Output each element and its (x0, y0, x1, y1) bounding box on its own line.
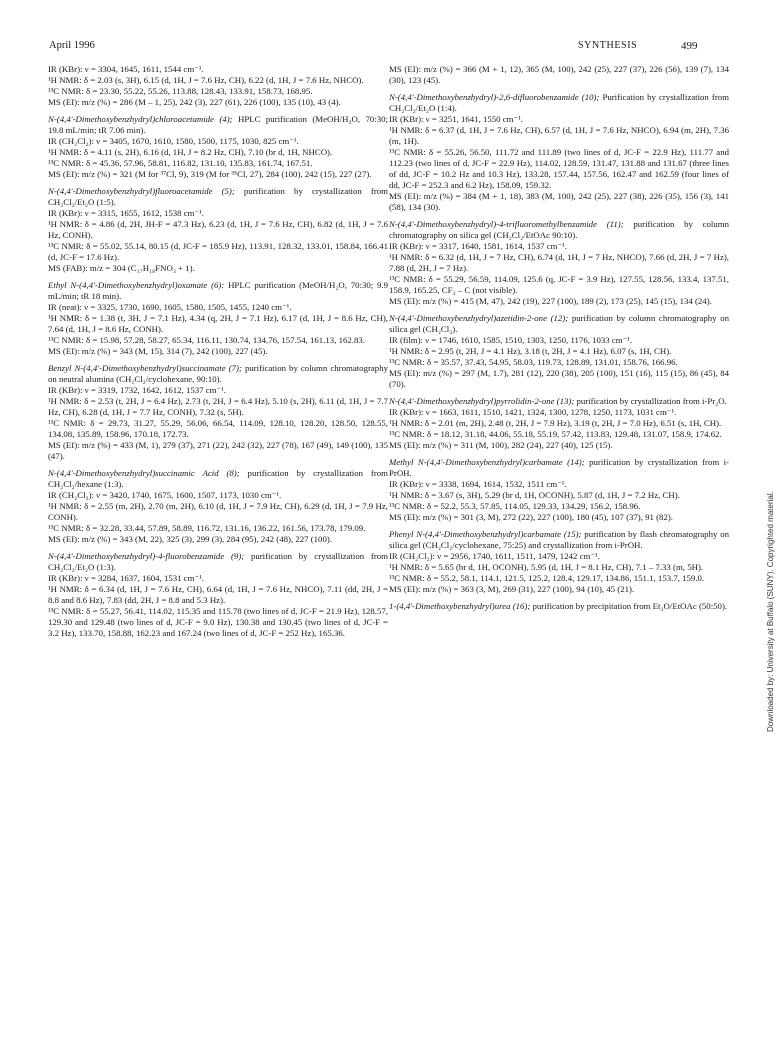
data-line: ¹³C NMR: δ = 23.30, 55.22, 55.26, 113.88, 128.43, 133.91, 158.73, 168.95. (48, 86, 313, 96)
compound-title: N-(4,4'-Dimethoxybenzhydryl)chloroacetamide (4); (48, 114, 233, 124)
compound-heading (48, 280, 388, 302)
journal-name: SYNTHESIS (578, 40, 638, 51)
data-line: ¹H NMR: δ = 2.55 (m, 2H), 2.70 (m, 2H), 6.10 (d, 1H, J = 7.9 Hz, CH), 6.29 (d, 1H, J = 7.9 Hz, CONH). (48, 501, 388, 522)
data-line: ¹³C NMR: δ = 18.12, 31.18, 44.06, 55.18, 55.19, 57.42, 113.83, 129.48, 131.07, 158.9, 174.62. (389, 429, 722, 439)
data-line: IR (CH₂Cl₂): ν = 3405, 1670, 1610, 1580, 1500, 1175, 1030, 825 cm⁻¹. (48, 136, 299, 146)
data-line: ¹H NMR: δ = 1.38 (t, 3H, J = 7.1 Hz), 4.34 (q, 2H, J = 7.1 Hz), 6.17 (d, 1H, J = 8.6 Hz, CH), 7.64 (d, 1H, J = 8.6 Hz, CONH). (48, 313, 388, 334)
page-number: 499 (681, 40, 698, 52)
data-line: ¹³C NMR: δ = 32.28, 33.44, 57.89, 58.89, 116.72, 131.16, 136.22, 161.56, 173.78, 179.09. (48, 523, 366, 533)
data-line: IR (CH₂Cl₂): ν = 2956, 1740, 1611, 1511, 1479, 1242 cm⁻¹. (389, 551, 600, 561)
data-line: ¹H NMR: δ = 2.95 (t, 2H, J = 4.1 Hz), 3.18 (t, 2H, J = 4.1 Hz), 6.07 (s, 1H, CH). (389, 346, 672, 356)
data-line: IR (CH₂Cl₂): ν = 3420, 1740, 1675, 1600, 1507, 1173, 1030 cm⁻¹. (48, 490, 282, 500)
compound-title: N-(4,4'-Dimethoxybenzhydryl)fluoroacetamide (5); (48, 186, 235, 196)
data-line: MS (EI): m/z (%) = 384 (M + 1, 18), 383 (M, 100), 242 (25), 227 (38), 226 (35), 156 (3), 141 (58), 134 (30). (389, 191, 729, 212)
data-line: IR (neat): ν = 3325, 1730, 1690, 1605, 1580, 1505, 1455, 1240 cm⁻¹. (48, 302, 292, 312)
data-line: IR (KBr): ν = 3315, 1655, 1612, 1538 cm⁻¹. (48, 208, 204, 218)
data-line: IR (KBr): ν = 3338, 1694, 1614, 1532, 1511 cm⁻¹. (389, 479, 567, 489)
compound-intro: purification by crystallization from CH₂Cl₂/Et₂O (1:3). (48, 551, 388, 572)
compound-intro: HPLC purification (MeOH/H₂O, 70:30; 19.8 mL/min; tR 7.06 min). (48, 114, 388, 135)
compound-title: 1-(4,4'-Dimethoxybenzhydryl)urea (16); (389, 601, 531, 611)
data-line: IR (KBr): ν = 3251, 1641, 1550 cm⁻¹. (389, 114, 523, 124)
compound-title: Phenyl N-(4,4'-Dimethoxybenzhydryl)carbamate (15); (389, 529, 582, 539)
data-line: ¹H NMR: δ = 2.03 (s, 3H), 6.15 (d, 1H, J = 7.6 Hz, CH), 6.22 (d, 1H, J = 7.6 Hz, NHCO). (48, 75, 364, 85)
compound-intro: Purification by crystallization from CH₂Cl₂/Et₂O (1:4). (389, 92, 729, 113)
data-line: MS (EI): m/z (%) = 343 (M, 22), 325 (3), 299 (3), 284 (95), 242 (48), 227 (100). (48, 534, 332, 544)
compound-entry (389, 601, 729, 612)
compound-entry (389, 92, 729, 213)
data-line: MS (EI): m/z (%) = 311 (M, 100), 282 (24), 227 (40), 125 (15). (389, 440, 613, 450)
compound-heading (48, 114, 388, 136)
right-column (389, 64, 729, 1039)
compound-entry (389, 219, 729, 307)
data-line: MS (EI): m/z (%) = 363 (3, M), 269 (31), 227 (100), 94 (10), 45 (21). (389, 584, 635, 594)
data-line: ¹H NMR: δ = 4.86 (d, 2H, JH-F = 47.3 Hz), 6.23 (d, 1H, J = 7.6 Hz, CH), 6.82 (d, 1H, J = 7.6 Hz, CONH). (48, 219, 388, 240)
compound-entry (389, 529, 729, 595)
compound-heading (48, 186, 388, 208)
issue-date: April 1996 (49, 40, 95, 51)
data-line: ¹H NMR: δ = 6.32 (d, 1H, J = 7 Hz, CH), 6.74 (d, 1H, J = 7 Hz, NHCO), 7.66 (d, 2H, J = 7 Hz), 7.88 (d, 2H, J = 7 Hz). (389, 252, 729, 273)
compound-heading (389, 92, 729, 114)
compound-intro: purification by column chromatography on silica gel (CH₂Cl₂/EtOAc 90:10). (389, 219, 729, 240)
compound-title: N-(4,4'-Dimethoxybenzhydryl)-2,6-difluorobenzamide (10); (389, 92, 600, 102)
data-line: ¹³C NMR: δ = 55.29, 56.59, 114.09, 125.6 (q, JC-F = 3.9 Hz), 127.55, 128.56, 133.4, 137.51, 158.9, 165.25, CF₃ – C (not visible). (389, 274, 729, 295)
data-line: IR (KBr): ν = 3304, 1645, 1611, 1544 cm⁻¹. (48, 64, 204, 74)
data-line: MS (EI): m/z (%) = 343 (M, 15), 314 (7), 242 (100), 227 (45). (48, 346, 268, 356)
page-header (0, 40, 783, 56)
data-line: ¹³C NMR: δ = 29.73, 31.27, 55.29, 56.06, 66.54, 114.09, 128.10, 128.20, 128.50, 128.55, 134.08, 135.89, 158.96, 170.18, 172.73. (48, 418, 388, 439)
data-line: MS (EI): m/z (%) = 321 (M for ³⁷Cl, 9), 319 (M for ³⁵Cl, 27), 284 (100), 242 (15), 227 (27). (48, 169, 372, 179)
compound-heading (389, 601, 729, 612)
compound-entry (48, 363, 388, 462)
data-line: ¹³C NMR: δ = 45.36, 57.96, 58.81, 116.82, 131.10, 135.83, 161.74, 167.51. (48, 158, 313, 168)
data-line: IR (KBr): ν = 1663, 1611, 1510, 1421, 1324, 1300, 1278, 1250, 1173, 1031 cm⁻¹. (389, 407, 677, 417)
data-line: ¹H NMR: δ = 2.53 (t, 2H, J = 6.4 Hz), 2.73 (t, 2H, J = 6.4 Hz), 5.10 (s, 2H), 6.11 (d, 1H, J = 7.7 Hz, CH), 6.28 (d, 1H, J = 7.7 Hz, CONH), 7.32 (s, 5H). (48, 396, 388, 417)
data-line: ¹³C NMR: δ = 15.98, 57.28, 58.27, 65.34, 116.11, 130.74, 134.76, 157.54, 161.13, 162.83. (48, 335, 365, 345)
compound-title: N-(4,4'-Dimethoxybenzhydryl)-4-fluorobenzamide (9); (48, 551, 245, 561)
data-line: MS (EI): m/z (%) = 286 (M – 1, 25), 242 (3), 227 (61), 226 (100), 135 (10), 43 (4). (48, 97, 341, 107)
data-line: ¹H NMR: δ = 5.65 (br d, 1H, OCONH), 5.95 (d, 1H, J = 8.1 Hz, CH), 7.1 – 7.33 (m, 5H). (389, 562, 704, 572)
compound-title: Methyl N-(4,4'-Dimethoxybenzhydryl)carbamate (14); (389, 457, 585, 467)
data-line: IR (KBr): ν = 3284, 1637, 1604, 1531 cm⁻¹. (48, 573, 204, 583)
compound-intro: HPLC purification (MeOH/H₂O, 70:30; 9.9 mL/min; tR 18 min). (48, 280, 388, 301)
data-line: ¹H NMR: δ = 6.37 (d, 1H, J = 7.6 Hz, CH), 6.57 (d, 1H, J = 7.6 Hz, NHCO), 6.94 (m, 2H), 7.36 (m, 1H). (389, 125, 729, 146)
data-line: ¹³C NMR: δ = 55.26, 56.50, 111.72 and 111.89 (two lines of d, JC-F = 22.9 Hz), 111.77 and 112.23 (two lines of d, JC-F = 22.9 Hz), 114.02, 128.59, 131.47, 131.88 and 131.67 (three lines of dd, JC-F = 10.2 Hz and 10.3 Hz), 133.28, 157.44, 157.56, 162.47 and 162.59 (four lines of dd, JC-F = 252.3 and 6.2 Hz), 158.09, 159.32. (389, 147, 729, 190)
compound-title: N-(4,4'-Dimethoxybenzhydryl)-4-trifluoromethylbenzamide (11); (389, 219, 624, 229)
compound-entry (389, 457, 729, 523)
compound-entry (48, 468, 388, 545)
compound-heading (389, 313, 729, 335)
compound-intro: purification by column chromatography on neutral alumina (CH₂Cl₂/cyclohexane, 90:10). (48, 363, 388, 384)
left-column (48, 64, 388, 1039)
data-line: IR (KBr): ν = 3319, 1732, 1642, 1612, 1537 cm⁻¹. (48, 385, 226, 395)
data-line: ¹H NMR: δ = 2.01 (m, 2H), 2.48 (t, 2H, J = 7.9 Hz), 3.19 (t, 2H, J = 7.0 Hz), 6.51 (s, 1H, CH). (389, 418, 722, 428)
compound-heading (48, 468, 388, 490)
compound-heading (389, 457, 729, 479)
data-line: ¹H NMR: δ = 3.67 (s, 3H), 5.29 (br d, 1H, OCONH), 5.87 (d, 1H, J = 7.2 Hz, CH). (389, 490, 680, 500)
compound-title: N-(4,4'-Dimethoxybenzhydryl)azetidin-2-one (12); (389, 313, 569, 323)
data-line: IR (film): ν = 1746, 1610, 1585, 1510, 1303, 1250, 1176, 1033 cm⁻¹. (389, 335, 633, 345)
data-line: ¹³C NMR: δ = 52.2, 55.3, 57.85, 114.05, 129.33, 134.29, 156.2, 158.96. (389, 501, 641, 511)
compound-entry (48, 280, 388, 357)
compound-entry (389, 64, 729, 86)
compound-intro: purification by precipitation from Et₂O/EtOAc (50:50). (530, 601, 728, 611)
data-line: MS (EI): m/z (%) = 415 (M, 47), 242 (19), 227 (100), 189 (2), 173 (25), 145 (15), 134 (24). (389, 296, 712, 306)
compound-heading (48, 551, 388, 573)
compound-heading (389, 396, 729, 407)
data-line: MS (EI): m/z (%) = 433 (M, 1), 279 (37), 271 (22), 242 (32), 227 (78), 167 (49), 149 (100), 135 (47). (48, 440, 388, 461)
compound-entry (389, 313, 729, 390)
compound-title: Benzyl N-(4,4'-Dimethoxybenzhydryl)succinamate (7); (48, 363, 242, 373)
compound-intro: purification by crystallization from CH₂Cl₂/hexane (1:3). (48, 468, 388, 489)
compound-entry (48, 64, 388, 108)
data-line: MS (EI): m/z (%) = 297 (M, 1.7), 281 (12), 220 (38), 205 (100), 151 (16), 115 (15), 86 (45), 84 (70). (389, 368, 729, 389)
data-line: ¹H NMR: δ = 6.34 (d, 1H, J = 7.6 Hz, CH), 6.64 (d, 1H, J = 7.6 Hz, NHCO), 7.11 (dd, 2H, J = 8.8 and 8.6 Hz), 7.83 (dd, 2H, J = 8.8 and 5.3 Hz). (48, 584, 388, 605)
data-line: MS (FAB): m/z = 304 (C₁₇H₁₈FNO₃ + 1). (48, 263, 195, 273)
data-line: ¹³C NMR: δ = 55.2, 58.1, 114.1, 121.5, 125.2, 128.4, 129.17, 134.86, 151.1, 153.7, 159.0. (389, 573, 705, 583)
compound-intro: purification by crystallization from CH₂Cl₂/Et₂O (1:5). (48, 186, 388, 207)
data-line: IR (KBr): ν = 3317, 1640, 1581, 1614, 1537 cm⁻¹. (389, 241, 567, 251)
data-line: ¹³C NMR: δ = 35.57, 37.43, 54.95, 58.03, 119.73, 128.89, 131.01, 158.76, 166.96. (389, 357, 678, 367)
compound-intro: purification by crystallization from i-Pr₂O. (574, 396, 727, 406)
data-line: MS (EI): m/z (%) = 366 (M + 1, 12), 365 (M, 100), 242 (25), 227 (37), 226 (56), 139 (7), 134 (30), 123 (45). (389, 64, 729, 85)
compound-entry (48, 114, 388, 180)
compound-title: Ethyl N-(4,4'-Dimethoxybenzhydryl)oxamate (6): (48, 280, 225, 290)
compound-entry (48, 186, 388, 274)
compound-intro: purification by flash chromatography on silica gel (CH₂Cl₂/cyclohexane, 75:25) and crystallization from i-PrOH. (389, 529, 729, 550)
data-line: ¹H NMR: δ = 4.11 (s, 2H), 6.16 (d, 1H, J = 8.2 Hz, CH), 7.10 (br d, 1H, NHCO). (48, 147, 333, 157)
compound-heading (48, 363, 388, 385)
compound-entry (389, 396, 729, 451)
data-line: MS (EI): m/z (%) = 301 (3, M), 272 (22), 227 (100), 180 (45), 107 (37), 91 (82). (389, 512, 673, 522)
compound-intro: purification by crystallization from i-PrOH. (389, 457, 729, 478)
compound-title: N-(4,4'-Dimethoxybenzhydryl)succinamic Acid (8); (48, 468, 240, 478)
download-watermark: Downloaded by: University at Buffalo (SUNY). Copyrighted material. (766, 491, 775, 732)
data-line: ¹³C NMR: δ = 55.27, 56.41, 114.02, 115.35 and 115.78 (two lines of d, JC-F = 21.9 Hz), 128.57, 129.30 and 129.48 (two lines of d, JC-F = 9.0 Hz), 130.38 and 130.45 (two lines of d, JC-F = 3.2 Hz), 133.70, 158.88, 162.23 and 167.24 (two lines of d, JC-F = 252 Hz), 165.36. (48, 606, 388, 638)
compound-entry (48, 551, 388, 639)
compound-heading (389, 219, 729, 241)
compound-intro: purification by column chromatography on silica gel (CH₂Cl₂). (389, 313, 729, 334)
data-line: ¹³C NMR: δ = 55.02, 55.14, 80.15 (d, JC-F = 185.9 Hz), 113.91, 128.32, 133.01, 158.84, 166.41 (d, JC-F = 17.6 Hz). (48, 241, 388, 262)
compound-heading (389, 529, 729, 551)
compound-title: N-(4,4'-Dimethoxybenzhydryl)pyrrolidin-2-one (13); (389, 396, 575, 406)
